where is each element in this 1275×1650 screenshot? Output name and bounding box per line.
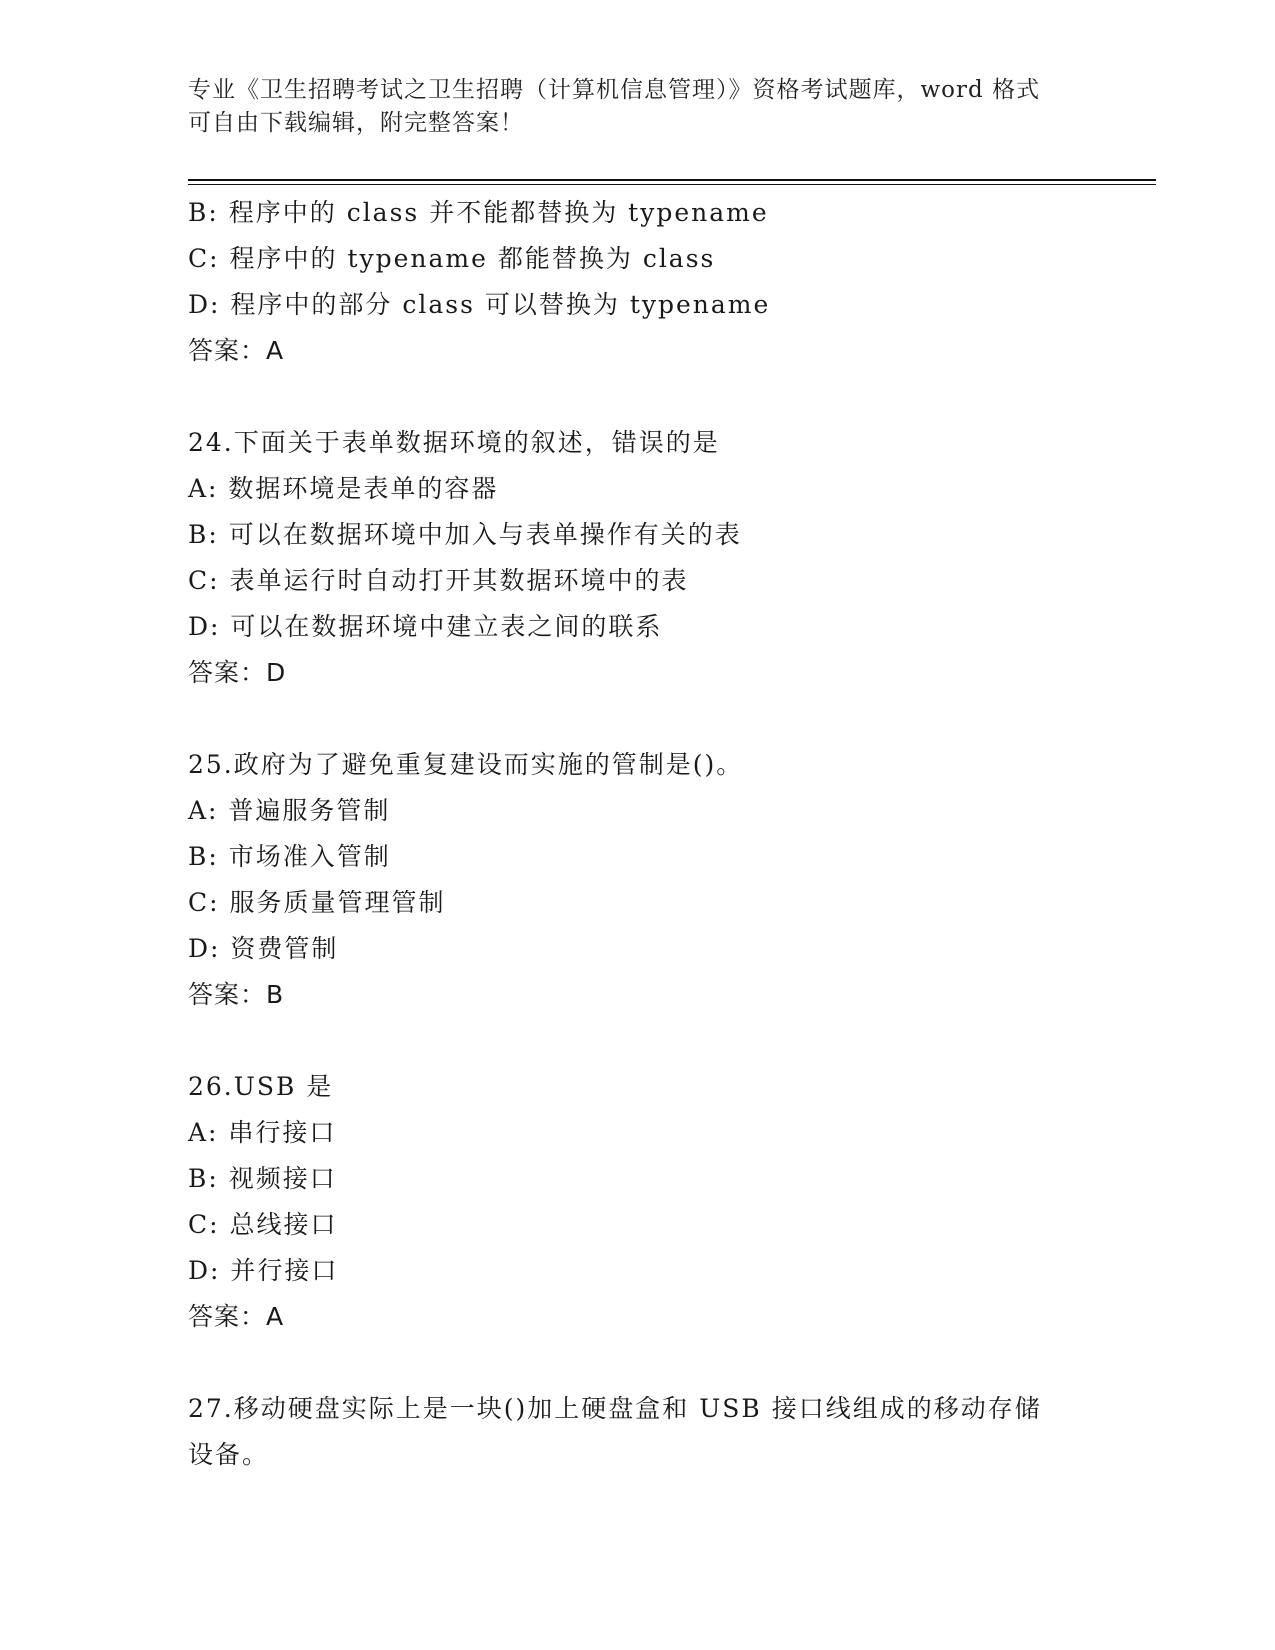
- question-25: [188, 742, 1088, 1018]
- spacer: [188, 1018, 1088, 1064]
- option-b: B: 程序中的 class 并不能都替换为 typename: [188, 198, 769, 227]
- option-c: C: 程序中的 typename 都能替换为 class: [188, 244, 716, 273]
- option-c: C: 总线接口: [188, 1210, 338, 1239]
- question-stem-line-2: 设备。: [188, 1440, 270, 1469]
- spacer: [188, 696, 1088, 742]
- question-23-tail: [188, 190, 1088, 374]
- question-26: [188, 1064, 1088, 1340]
- option-d: D: 并行接口: [188, 1256, 339, 1285]
- header-line-2: 可自由下载编辑，附完整答案！: [188, 110, 524, 136]
- question-24: [188, 420, 1088, 696]
- option-b: B: 可以在数据环境中加入与表单操作有关的表: [188, 520, 742, 549]
- header-divider-thin: [188, 184, 1156, 185]
- option-c: C: 服务质量管理管制: [188, 888, 446, 917]
- option-b: B: 视频接口: [188, 1164, 337, 1193]
- header-divider-thick: [188, 179, 1156, 181]
- option-d: D: 程序中的部分 class 可以替换为 typename: [188, 290, 771, 319]
- answer: 答案：A: [188, 1302, 285, 1331]
- answer: 答案：A: [188, 336, 285, 365]
- answer: 答案：B: [188, 980, 285, 1009]
- answer: 答案：D: [188, 658, 287, 687]
- question-stem-line-1: 27.移动硬盘实际上是一块()加上硬盘盒和 USB 接口线组成的移动存储: [188, 1394, 1042, 1423]
- header-line-1: 专业《卫生招聘考试之卫生招聘（计算机信息管理）》资格考试题库，word 格式: [188, 77, 1041, 103]
- document-header: [188, 74, 1088, 140]
- option-d: D: 可以在数据环境中建立表之间的联系: [188, 612, 663, 641]
- question-stem: 25.政府为了避免重复建设而实施的管制是()。: [188, 750, 744, 779]
- question-stem: 24.下面关于表单数据环境的叙述，错误的是: [188, 428, 720, 457]
- question-list: [188, 190, 1088, 1478]
- option-a: A: 数据环境是表单的容器: [188, 474, 499, 503]
- option-a: A: 串行接口: [188, 1118, 337, 1147]
- question-stem: 26.USB 是: [188, 1072, 334, 1101]
- spacer: [188, 374, 1088, 420]
- option-b: B: 市场准入管制: [188, 842, 391, 871]
- option-c: C: 表单运行时自动打开其数据环境中的表: [188, 566, 689, 595]
- spacer: [188, 1340, 1088, 1386]
- option-d: D: 资费管制: [188, 934, 339, 963]
- question-27: [188, 1386, 1088, 1478]
- option-a: A: 普遍服务管制: [188, 796, 391, 825]
